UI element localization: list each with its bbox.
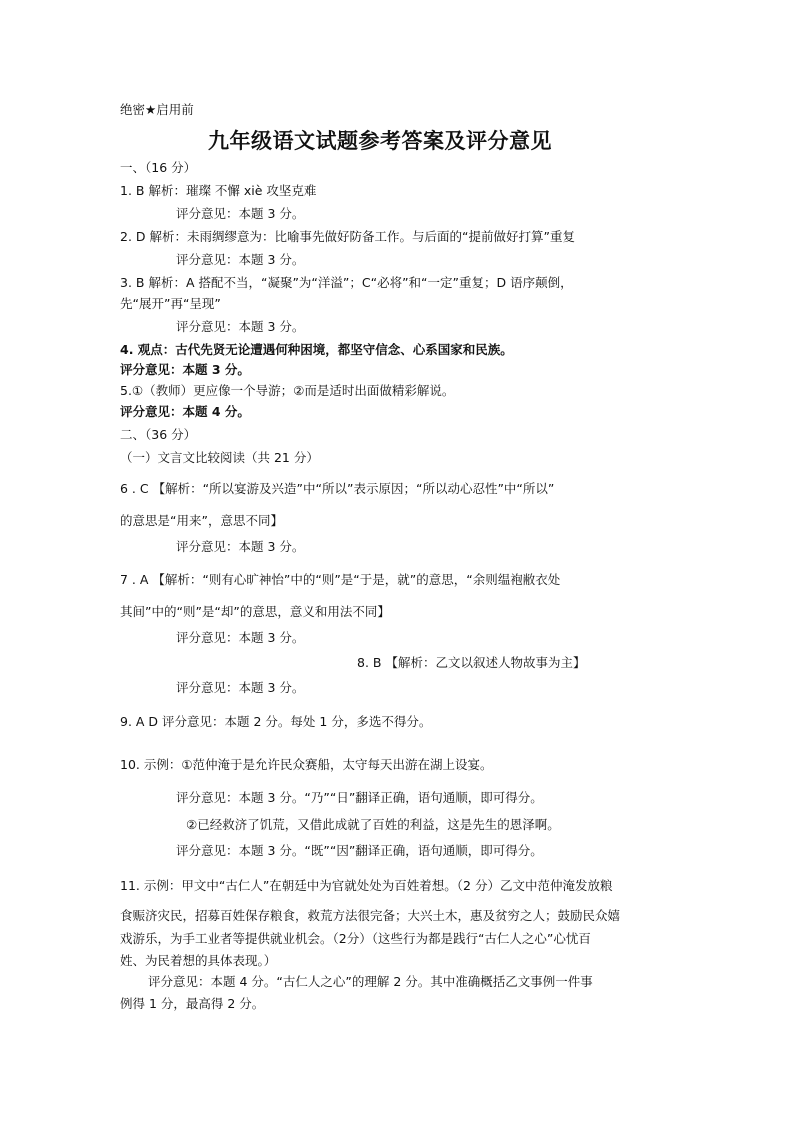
scoring-1: 评分意见：本题 3 分。 [176, 206, 305, 221]
answer-11-cont-2: 戏游乐，为手工业者等提供就业机会。（2分）（这些行为都是践行“古仁人之心”心忧百 [120, 931, 591, 946]
scoring-11-cont: 例得 1 分，最高得 2 分。 [120, 996, 265, 1011]
answer-11: 11. 示例：甲文中“古仁人”在朝廷中为官就处处为百姓着想。（2 分）乙文中范仲淹发放粮 [120, 878, 613, 893]
answer-4: 4. 观点：古代先贤无论遭遇何种困境，都坚守信念、心系国家和民族。 [120, 342, 513, 357]
scoring-6: 评分意见：本题 3 分。 [176, 539, 305, 554]
answer-7-cont: 其间”中的“则”是“却”的意思，意义和用法不同】 [120, 604, 390, 619]
scoring-4: 评分意见：本题 3 分。 [120, 362, 250, 377]
answer-2: 2. D 解析：未雨绸缪意为：比喻事先做好防备工作。与后面的“提前做好打算”重复 [120, 229, 575, 244]
answer-10: 10. 示例：①范仲淹于是允许民众赛船，太守每天出游在湖上设宴。 [120, 757, 493, 772]
section-two-heading: 二、（36 分） [120, 427, 197, 442]
answer-1: 1. B 解析：璀璨 不懈 xiè 攻坚克难 [120, 183, 317, 198]
answer-8: 8. B 【解析：乙文以叙述人物故事为主】 [357, 655, 586, 670]
answer-3: 3. B 解析：A 搭配不当，“凝聚”为“洋溢”；C“必将”和“一定”重复；D 语序颠倒， [120, 275, 573, 290]
scoring-3: 评分意见：本题 3 分。 [176, 319, 305, 334]
scoring-10-2: 评分意见：本题 3 分。“既”“因”翻译正确，语句通顺，即可得分。 [176, 843, 543, 858]
scoring-5: 评分意见：本题 4 分。 [120, 404, 250, 419]
subsection-heading: （一）文言文比较阅读（共 21 分） [120, 450, 319, 465]
scoring-7: 评分意见：本题 3 分。 [176, 630, 305, 645]
secret-mark: 绝密★启用前 [120, 102, 194, 117]
answer-11-cont-3: 姓、为民着想的具体表现。） [120, 953, 277, 968]
scoring-2: 评分意见：本题 3 分。 [176, 252, 305, 267]
scoring-11: 评分意见：本题 4 分。“古仁人之心”的理解 2 分。其中准确概括乙文事例一件事 [148, 974, 593, 989]
answer-9: 9. A D 评分意见：本题 2 分。每处 1 分，多选不得分。 [120, 714, 432, 729]
answer-11-cont-1: 食赈济灾民，招募百姓保存粮食，救荒方法很完备；大兴土木，惠及贫穷之人；鼓励民众嬉 [120, 908, 621, 923]
answer-7: 7 . A 【解析：“则有心旷神怡”中的“则”是“于是，就”的意思，“余则缊袍敝衣处 [120, 572, 561, 587]
scoring-8: 评分意见：本题 3 分。 [176, 680, 305, 695]
answer-6: 6 . C 【解析：“所以宴游及兴造”中“所以”表示原因；“所以动心忍性”中“所以” [120, 481, 555, 496]
document-title: 九年级语文试题参考答案及评分意见 [208, 129, 552, 153]
answer-6-cont: 的意思是“用来”，意思不同】 [120, 513, 283, 528]
answer-5: 5.①（教师）更应像一个导游；②而是适时出面做精彩解说。 [120, 383, 455, 398]
answer-10-2: ②已经救济了饥荒，又借此成就了百姓的利益，这是先生的恩泽啊。 [186, 817, 560, 832]
section-one-heading: 一、（16 分） [120, 160, 197, 175]
answer-3-cont: 先“展开”再“呈现” [120, 296, 221, 311]
scoring-10-1: 评分意见：本题 3 分。“乃”“日”翻译正确，语句通顺，即可得分。 [176, 790, 543, 805]
